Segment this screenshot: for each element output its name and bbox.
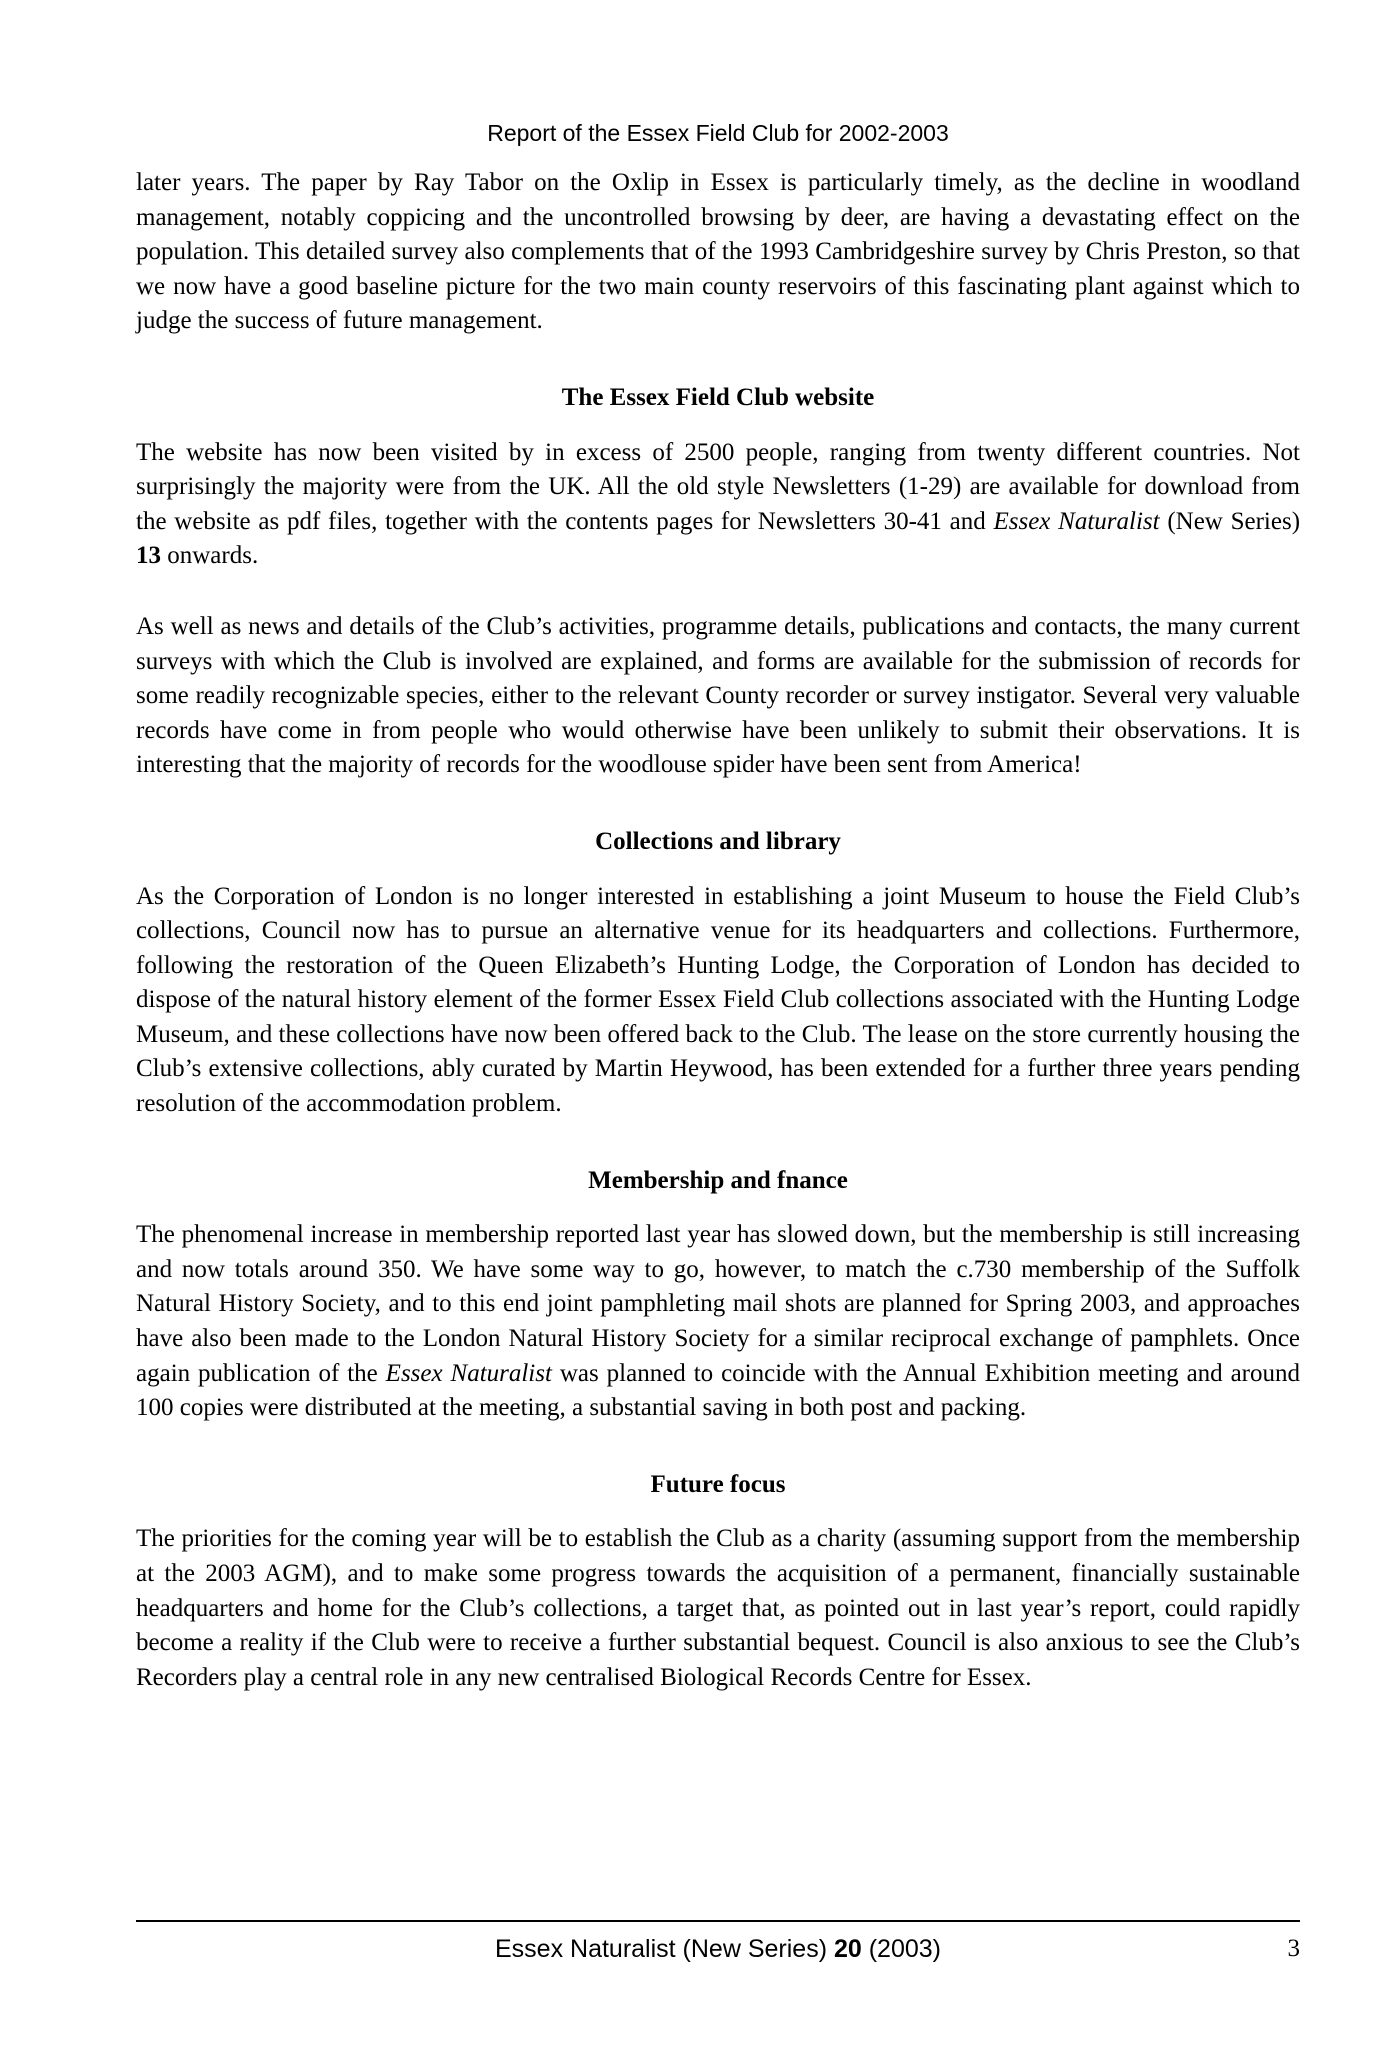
website-paragraph-1: [136, 436, 1300, 574]
website-p1-text-1: The website has now been visited by in excess of 2500 people, ranging from twenty different countries. Not surprisingly the majority were from the UK. All the old style Newsletters (1-29) are available for download from the website as pdf files, together with the contents pages for Newsletters 30-41 and: [136, 438, 1300, 535]
footer-rule: [136, 1920, 1300, 1922]
page-footer: [136, 1932, 1300, 1966]
collections-paragraph: As the Corporation of London is no longer interested in establishing a joint Museum to house the Field Club’s collections, Council now has to pursue an alternative venue for its headquarters and collections. Furthermore, following the restoration of the Queen Elizabeth’s Hunting Lodge, the Corporation of London has decided to dispose of the natural history element of the former Essex Field Club collections associated with the Hunting Lodge Museum, and these collections have now been offered back to the Club. The lease on the store currently housing the Club’s extensive collections, ably curated by Martin Heywood, has been extended for a further three years pending resolution of the accommodation problem.: [136, 882, 1300, 1118]
membership-text-1: The phenomenal increase in membership reported last year has slowed down, but the membership is still increasing and now totals around 350. We have some way to go, however, to match the c.730 membership of the Suffolk Natural History Society, and to this end joint pamphleting mail shots are planned for Spring 2003, and approaches have also been made to the London Natural History Society for a similar reciprocal exchange of pamphlets. Once again publication of the: [136, 1221, 1300, 1387]
website-p1-text-2: (New Series): [1159, 507, 1301, 535]
future-paragraph: The priorities for the coming year will be to establish the Club as a charity (assuming support from the membership at the 2003 AGM), and to make some progress towards the acquisition of a permanent, financially sustainable headquarters and home for the Club’s collections, a target that, as pointed out in last year’s report, could rapidly become a reality if the Club were to receive a further substantial bequest. Council is also anxious to see the Club’s Recorders play a central role in any new centralised Biological Records Centre for Essex.: [136, 1525, 1300, 1691]
membership-text-2: was planned to coincide with the Annual Exhibition meeting and around 100 copies were distributed at the meeting, a substantial saving in both post and packing.: [136, 1359, 1301, 1422]
intro-paragraph: later years. The paper by Ray Tabor on the Oxlip in Essex is particularly timely, as the decline in woodland management, notably coppicing and the uncontrolled browsing by deer, are having a devastating effect on the population. This detailed survey also complements that of the 1993 Cambridgeshire survey by Chris Preston, so that we now have a good baseline picture for the two main county reservoirs of this fascinating plant against which to judge the success of future management.: [136, 169, 1300, 335]
body-content: [136, 166, 1300, 1695]
collections-heading: Collections and library: [595, 827, 841, 855]
journal-name: Essex Naturalist (New Series): [494, 1935, 834, 1963]
journal-volume: 20: [833, 1935, 862, 1963]
membership-paragraph: [136, 1218, 1300, 1426]
website-heading: The Essex Field Club website: [561, 383, 875, 411]
journal-citation: [136, 1932, 1300, 1966]
journal-year: (2003): [861, 1935, 941, 1963]
website-p1-italic: Essex Naturalist: [993, 507, 1160, 535]
page-number: 3: [1287, 1935, 1300, 1962]
membership-heading: Membership and fnance: [588, 1166, 848, 1194]
future-heading: Future focus: [650, 1470, 786, 1498]
website-p1-bold: 13: [136, 542, 161, 570]
website-paragraph-2: As well as news and details of the Club’s activities, programme details, publications and contacts, the many current surveys with which the Club is involved are explained, and forms are available for the submission of records for some readily recognizable species, either to the relevant County recorder or survey instigator. Several very valuable records have come in from people who would otherwise have been unlikely to submit their observations. It is interesting that the majority of records for the woodlouse spider have been sent from America!: [136, 612, 1300, 779]
document-page: [136, 0, 1300, 2067]
website-p1-text-3: onwards.: [161, 542, 259, 570]
membership-italic: Essex Naturalist: [385, 1359, 552, 1387]
running-head: Report of the Essex Field Club for 2002-2003: [487, 120, 949, 146]
